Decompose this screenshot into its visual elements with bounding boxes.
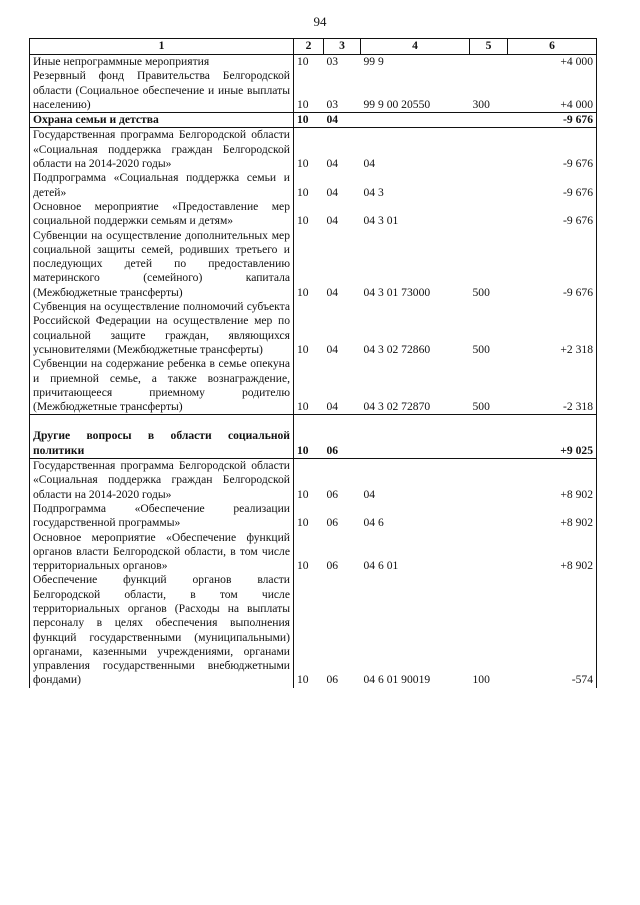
row-pr: 06 <box>326 516 339 530</box>
row-vr: 500 <box>472 285 490 299</box>
row-vr <box>470 502 508 531</box>
row-amount: -9 676 <box>508 229 597 300</box>
row-rz: 10 <box>297 97 309 111</box>
row-amount: -9 676 <box>508 171 597 200</box>
row-vr <box>470 55 508 70</box>
row-pr: 04 <box>326 342 339 356</box>
row-rz: 10 <box>294 415 324 459</box>
row-pr: 04 <box>324 113 361 128</box>
row-amount: -574 <box>508 573 597 687</box>
section-row <box>30 415 597 459</box>
table-header-row <box>30 39 597 55</box>
row-name: Государственная программа Белгородской области «Социальная поддержка граждан Белгородской области на 2014-2020 годы» <box>30 459 294 502</box>
row-csr: 99 9 00 20550 <box>363 97 431 111</box>
row-rz: 10 <box>297 673 309 687</box>
row-csr: 04 6 <box>363 516 384 530</box>
row-amount: +4 000 <box>508 55 597 70</box>
row-vr: 500 <box>472 342 490 356</box>
row-name: Резервный фонд Правительства Белгородской области (Социальное обеспечение и иные выплаты населению) <box>30 69 294 112</box>
budget-table <box>29 38 597 688</box>
row-amount: +4 000 <box>508 69 597 112</box>
row-vr <box>470 415 508 459</box>
row-pr: 03 <box>326 55 339 68</box>
row-csr: 04 3 <box>363 185 384 199</box>
row-csr: 04 <box>363 487 376 501</box>
row-vr <box>470 171 508 200</box>
row-name: Иные непрограммные мероприятия <box>30 55 294 70</box>
row-name: Субвенция на осуществление полномочий субъекта Российской Федерации на осуществление мер по социальной защите граждан, являющихся усыновителями (Межбюджетные трансферты) <box>30 300 294 357</box>
row-pr: 04 <box>326 285 339 299</box>
row-amount: -9 676 <box>508 113 597 128</box>
section-row <box>30 113 597 128</box>
table-row <box>30 300 597 357</box>
table-row <box>30 128 597 171</box>
row-rz: 10 <box>297 185 309 199</box>
row-csr: 99 9 <box>363 55 384 68</box>
row-pr: 06 <box>324 415 361 459</box>
row-csr: 04 6 01 90019 <box>363 673 431 687</box>
row-csr: 04 3 01 73000 <box>363 285 431 299</box>
row-rz: 10 <box>297 400 309 414</box>
row-rz: 10 <box>297 559 309 573</box>
row-amount: +9 025 <box>508 415 597 459</box>
row-name: Основное мероприятие «Обеспечение функций органов власти Белгородской области, в том числе территориальных органов» <box>30 531 294 574</box>
row-amount: +8 902 <box>508 459 597 502</box>
row-rz: 10 <box>297 516 309 530</box>
header-col-3: 3 <box>324 39 361 55</box>
row-pr: 04 <box>326 214 339 228</box>
row-pr: 06 <box>326 559 339 573</box>
row-csr: 04 3 02 72860 <box>363 342 431 356</box>
row-name: Подпрограмма «Обеспечение реализации государственной программы» <box>30 502 294 531</box>
row-name: Субвенции на осуществление дополнительных мер социальной защиты семей, родивших третьего и последующих детей по предоставлению материнского (семейного) капитала (Межбюджетные трансферты) <box>30 229 294 300</box>
row-amount: +8 902 <box>508 502 597 531</box>
row-pr: 06 <box>326 673 339 687</box>
row-pr: 03 <box>326 97 339 111</box>
row-name: Обеспечение функций органов власти Белгородской области, в том числе территориальных органов (Расходы на выплаты персоналу в целях обеспечения выполнения функций государственными (муниципальными) органами, казенными учреждениями, органами управления государственными внебюджетными фондами) <box>30 573 294 687</box>
row-vr <box>470 128 508 171</box>
row-pr: 06 <box>326 487 339 501</box>
row-name: Государственная программа Белгородской области «Социальная поддержка граждан Белгородской области на 2014-2020 годы» <box>30 128 294 171</box>
row-rz: 10 <box>297 285 309 299</box>
row-amount: -2 318 <box>508 357 597 415</box>
row-amount: -9 676 <box>508 200 597 229</box>
row-csr: 04 6 01 <box>363 559 399 573</box>
row-csr: 04 3 02 72870 <box>363 400 431 414</box>
row-name: Основное мероприятие «Предоставление мер социальной поддержки семьям и детям» <box>30 200 294 229</box>
header-col-5: 5 <box>470 39 508 55</box>
row-csr: 04 <box>363 157 376 171</box>
row-rz: 10 <box>297 55 309 68</box>
row-name: Охрана семьи и детства <box>30 113 294 128</box>
row-name: Другие вопросы в области социальной политики <box>30 415 294 459</box>
row-rz: 10 <box>297 342 309 356</box>
row-vr <box>470 531 508 574</box>
row-vr <box>470 113 508 128</box>
row-csr: 04 3 01 <box>363 214 399 228</box>
header-col-4: 4 <box>361 39 470 55</box>
row-pr: 04 <box>326 400 339 414</box>
row-vr: 500 <box>472 400 490 414</box>
row-name: Субвенции на содержание ребенка в семье опекуна и приемной семье, а также вознаграждение, причитающееся приемному родителю (Межбюджетные трансферты) <box>30 357 294 415</box>
row-vr <box>470 459 508 502</box>
row-vr: 300 <box>472 97 490 111</box>
row-vr: 100 <box>472 673 490 687</box>
row-pr: 04 <box>326 157 339 171</box>
table-row <box>30 502 597 531</box>
table-row <box>30 229 597 300</box>
row-amount: -9 676 <box>508 128 597 171</box>
table-row <box>30 200 597 229</box>
table-row <box>30 55 597 70</box>
row-csr <box>361 415 470 459</box>
table-row <box>30 69 597 112</box>
table-row <box>30 357 597 415</box>
page-number: 94 <box>313 14 327 29</box>
row-rz: 10 <box>297 487 309 501</box>
row-name: Подпрограмма «Социальная поддержка семьи и детей» <box>30 171 294 200</box>
table-row <box>30 171 597 200</box>
row-rz: 10 <box>294 113 324 128</box>
header-col-2: 2 <box>294 39 324 55</box>
header-col-6: 6 <box>508 39 597 55</box>
row-csr <box>361 113 470 128</box>
row-rz: 10 <box>297 214 309 228</box>
table-row <box>30 459 597 502</box>
header-col-1: 1 <box>30 39 294 55</box>
row-rz: 10 <box>297 157 309 171</box>
table-row <box>30 531 597 574</box>
table-row <box>30 573 597 687</box>
row-vr <box>470 200 508 229</box>
row-amount: +2 318 <box>508 300 597 357</box>
row-pr: 04 <box>326 185 339 199</box>
row-amount: +8 902 <box>508 531 597 574</box>
